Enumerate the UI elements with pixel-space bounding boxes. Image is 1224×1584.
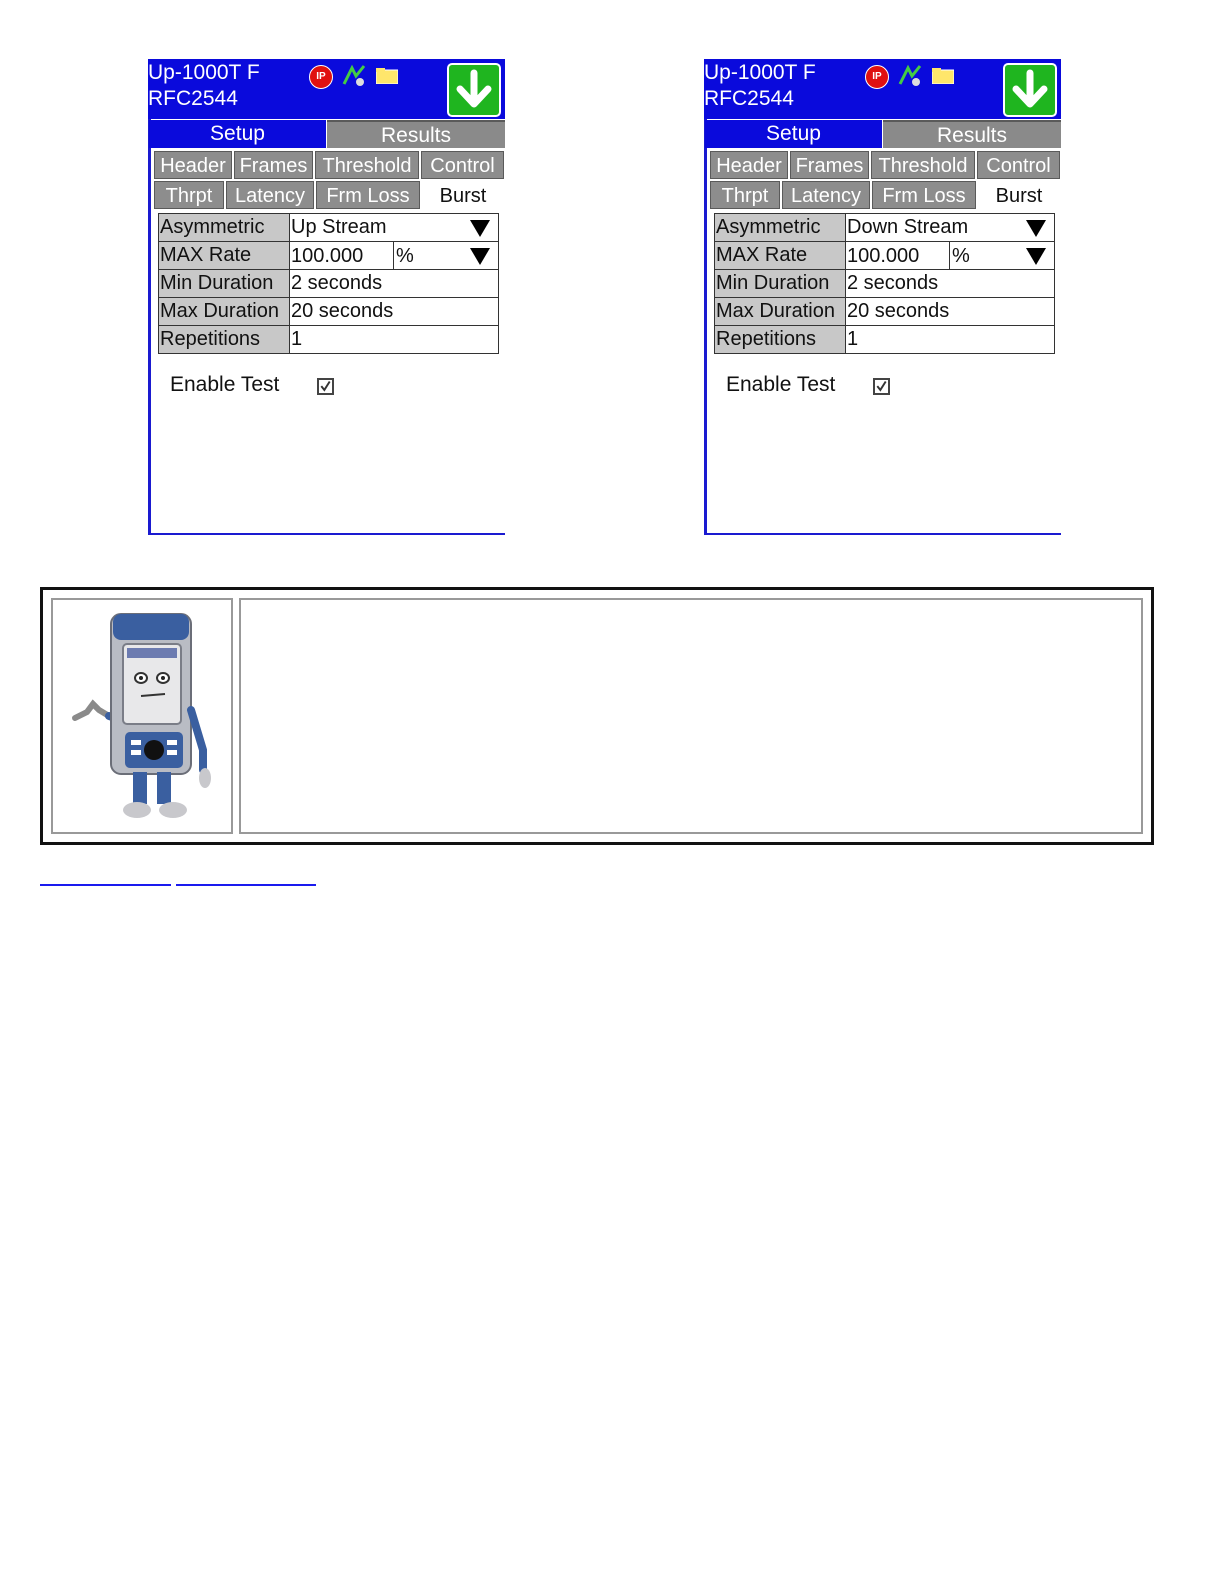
tab-results[interactable]: Results	[883, 120, 1061, 148]
row-min-duration	[159, 270, 499, 298]
dropdown-arrow-icon[interactable]	[1026, 248, 1046, 265]
max-rate-value[interactable]: 100.000	[291, 245, 364, 267]
min-duration-label: Min Duration	[159, 270, 290, 298]
divider	[393, 242, 394, 270]
min-duration-field[interactable]: 2 seconds	[290, 270, 499, 298]
main-tabs	[149, 120, 505, 148]
row-max-rate	[159, 242, 499, 270]
subtab-threshold[interactable]: Threshold	[871, 151, 975, 179]
tab-setup[interactable]: Setup	[705, 120, 882, 148]
max-rate-value[interactable]: 100.000	[847, 245, 920, 267]
device-screen-upstream	[148, 59, 505, 535]
dropdown-arrow-icon[interactable]	[470, 220, 490, 237]
subtab-control[interactable]: Control	[421, 151, 504, 179]
asymmetric-value: Up Stream	[291, 216, 387, 238]
save-download-icon[interactable]	[447, 63, 501, 117]
max-rate-field[interactable]	[846, 242, 1055, 270]
max-rate-field[interactable]	[290, 242, 499, 270]
row-asymmetric	[159, 214, 499, 242]
subtab-frm-loss[interactable]: Frm Loss	[316, 181, 420, 209]
main-tabs	[705, 120, 1061, 148]
row-repetitions	[715, 326, 1055, 354]
save-download-icon[interactable]	[1003, 63, 1057, 117]
ip-icon[interactable]: IP	[865, 65, 889, 89]
enable-test-label: Enable Test	[170, 373, 280, 396]
subtab-burst[interactable]: Burst	[422, 181, 504, 209]
row-asymmetric	[715, 214, 1055, 242]
repetitions-label: Repetitions	[159, 326, 290, 354]
max-rate-unit[interactable]: %	[952, 245, 970, 267]
max-duration-field[interactable]: 20 seconds	[846, 298, 1055, 326]
subtab-latency[interactable]: Latency	[226, 181, 314, 209]
title-bar	[704, 59, 1061, 119]
dropdown-arrow-icon[interactable]	[1026, 220, 1046, 237]
subtab-thrpt[interactable]: Thrpt	[154, 181, 224, 209]
asymmetric-label: Asymmetric	[159, 214, 290, 242]
title-module: Up-1000T F	[148, 61, 260, 84]
row-min-duration	[715, 270, 1055, 298]
mascot-tester-icon	[53, 600, 231, 832]
title-module: Up-1000T F	[704, 61, 816, 84]
repetitions-field[interactable]: 1	[290, 326, 499, 354]
subtab-burst[interactable]: Burst	[978, 181, 1060, 209]
subtab-thrpt[interactable]: Thrpt	[710, 181, 780, 209]
burst-settings-table	[714, 213, 1055, 354]
subtab-header[interactable]: Header	[154, 151, 232, 179]
subtab-latency[interactable]: Latency	[782, 181, 870, 209]
title-test: RFC2544	[148, 87, 238, 110]
repetitions-label: Repetitions	[715, 326, 846, 354]
row-max-duration	[159, 298, 499, 326]
tab-results[interactable]: Results	[327, 120, 505, 148]
asymmetric-value: Down Stream	[847, 216, 969, 238]
subtab-frm-loss[interactable]: Frm Loss	[872, 181, 976, 209]
title-test: RFC2544	[704, 87, 794, 110]
device-screen-downstream	[704, 59, 1061, 535]
max-rate-label: MAX Rate	[715, 242, 846, 270]
status-icons	[865, 62, 965, 88]
asymmetric-select[interactable]	[846, 214, 1055, 242]
row-repetitions	[159, 326, 499, 354]
subtab-frames[interactable]: Frames	[790, 151, 869, 179]
enable-test-checkbox[interactable]	[873, 378, 890, 395]
enable-test-label: Enable Test	[726, 373, 836, 396]
note-box	[40, 587, 1154, 845]
min-duration-label: Min Duration	[715, 270, 846, 298]
folder-icon[interactable]	[376, 68, 398, 84]
row-max-rate	[715, 242, 1055, 270]
burst-settings-table	[158, 213, 499, 354]
min-duration-field[interactable]: 2 seconds	[846, 270, 1055, 298]
max-duration-label: Max Duration	[715, 298, 846, 326]
enable-test-checkbox[interactable]	[317, 378, 334, 395]
subtab-frames[interactable]: Frames	[234, 151, 313, 179]
dropdown-arrow-icon[interactable]	[470, 248, 490, 265]
ip-icon[interactable]: IP	[309, 65, 333, 89]
max-rate-label: MAX Rate	[159, 242, 290, 270]
max-duration-field[interactable]: 20 seconds	[290, 298, 499, 326]
mascot-cell	[51, 598, 233, 834]
note-text-cell	[239, 598, 1143, 834]
network-icon[interactable]	[898, 64, 924, 88]
subtab-threshold[interactable]: Threshold	[315, 151, 419, 179]
divider	[949, 242, 950, 270]
max-duration-label: Max Duration	[159, 298, 290, 326]
network-icon[interactable]	[342, 64, 368, 88]
asymmetric-label: Asymmetric	[715, 214, 846, 242]
max-rate-unit[interactable]: %	[396, 245, 414, 267]
status-icons	[309, 62, 409, 88]
row-max-duration	[715, 298, 1055, 326]
subtab-control[interactable]: Control	[977, 151, 1060, 179]
subtab-header[interactable]: Header	[710, 151, 788, 179]
asymmetric-select[interactable]	[290, 214, 499, 242]
folder-icon[interactable]	[932, 68, 954, 84]
nav-link-next[interactable]	[176, 868, 316, 886]
nav-link-previous[interactable]	[40, 868, 171, 886]
repetitions-field[interactable]: 1	[846, 326, 1055, 354]
tab-setup[interactable]: Setup	[149, 120, 326, 148]
title-bar	[148, 59, 505, 119]
